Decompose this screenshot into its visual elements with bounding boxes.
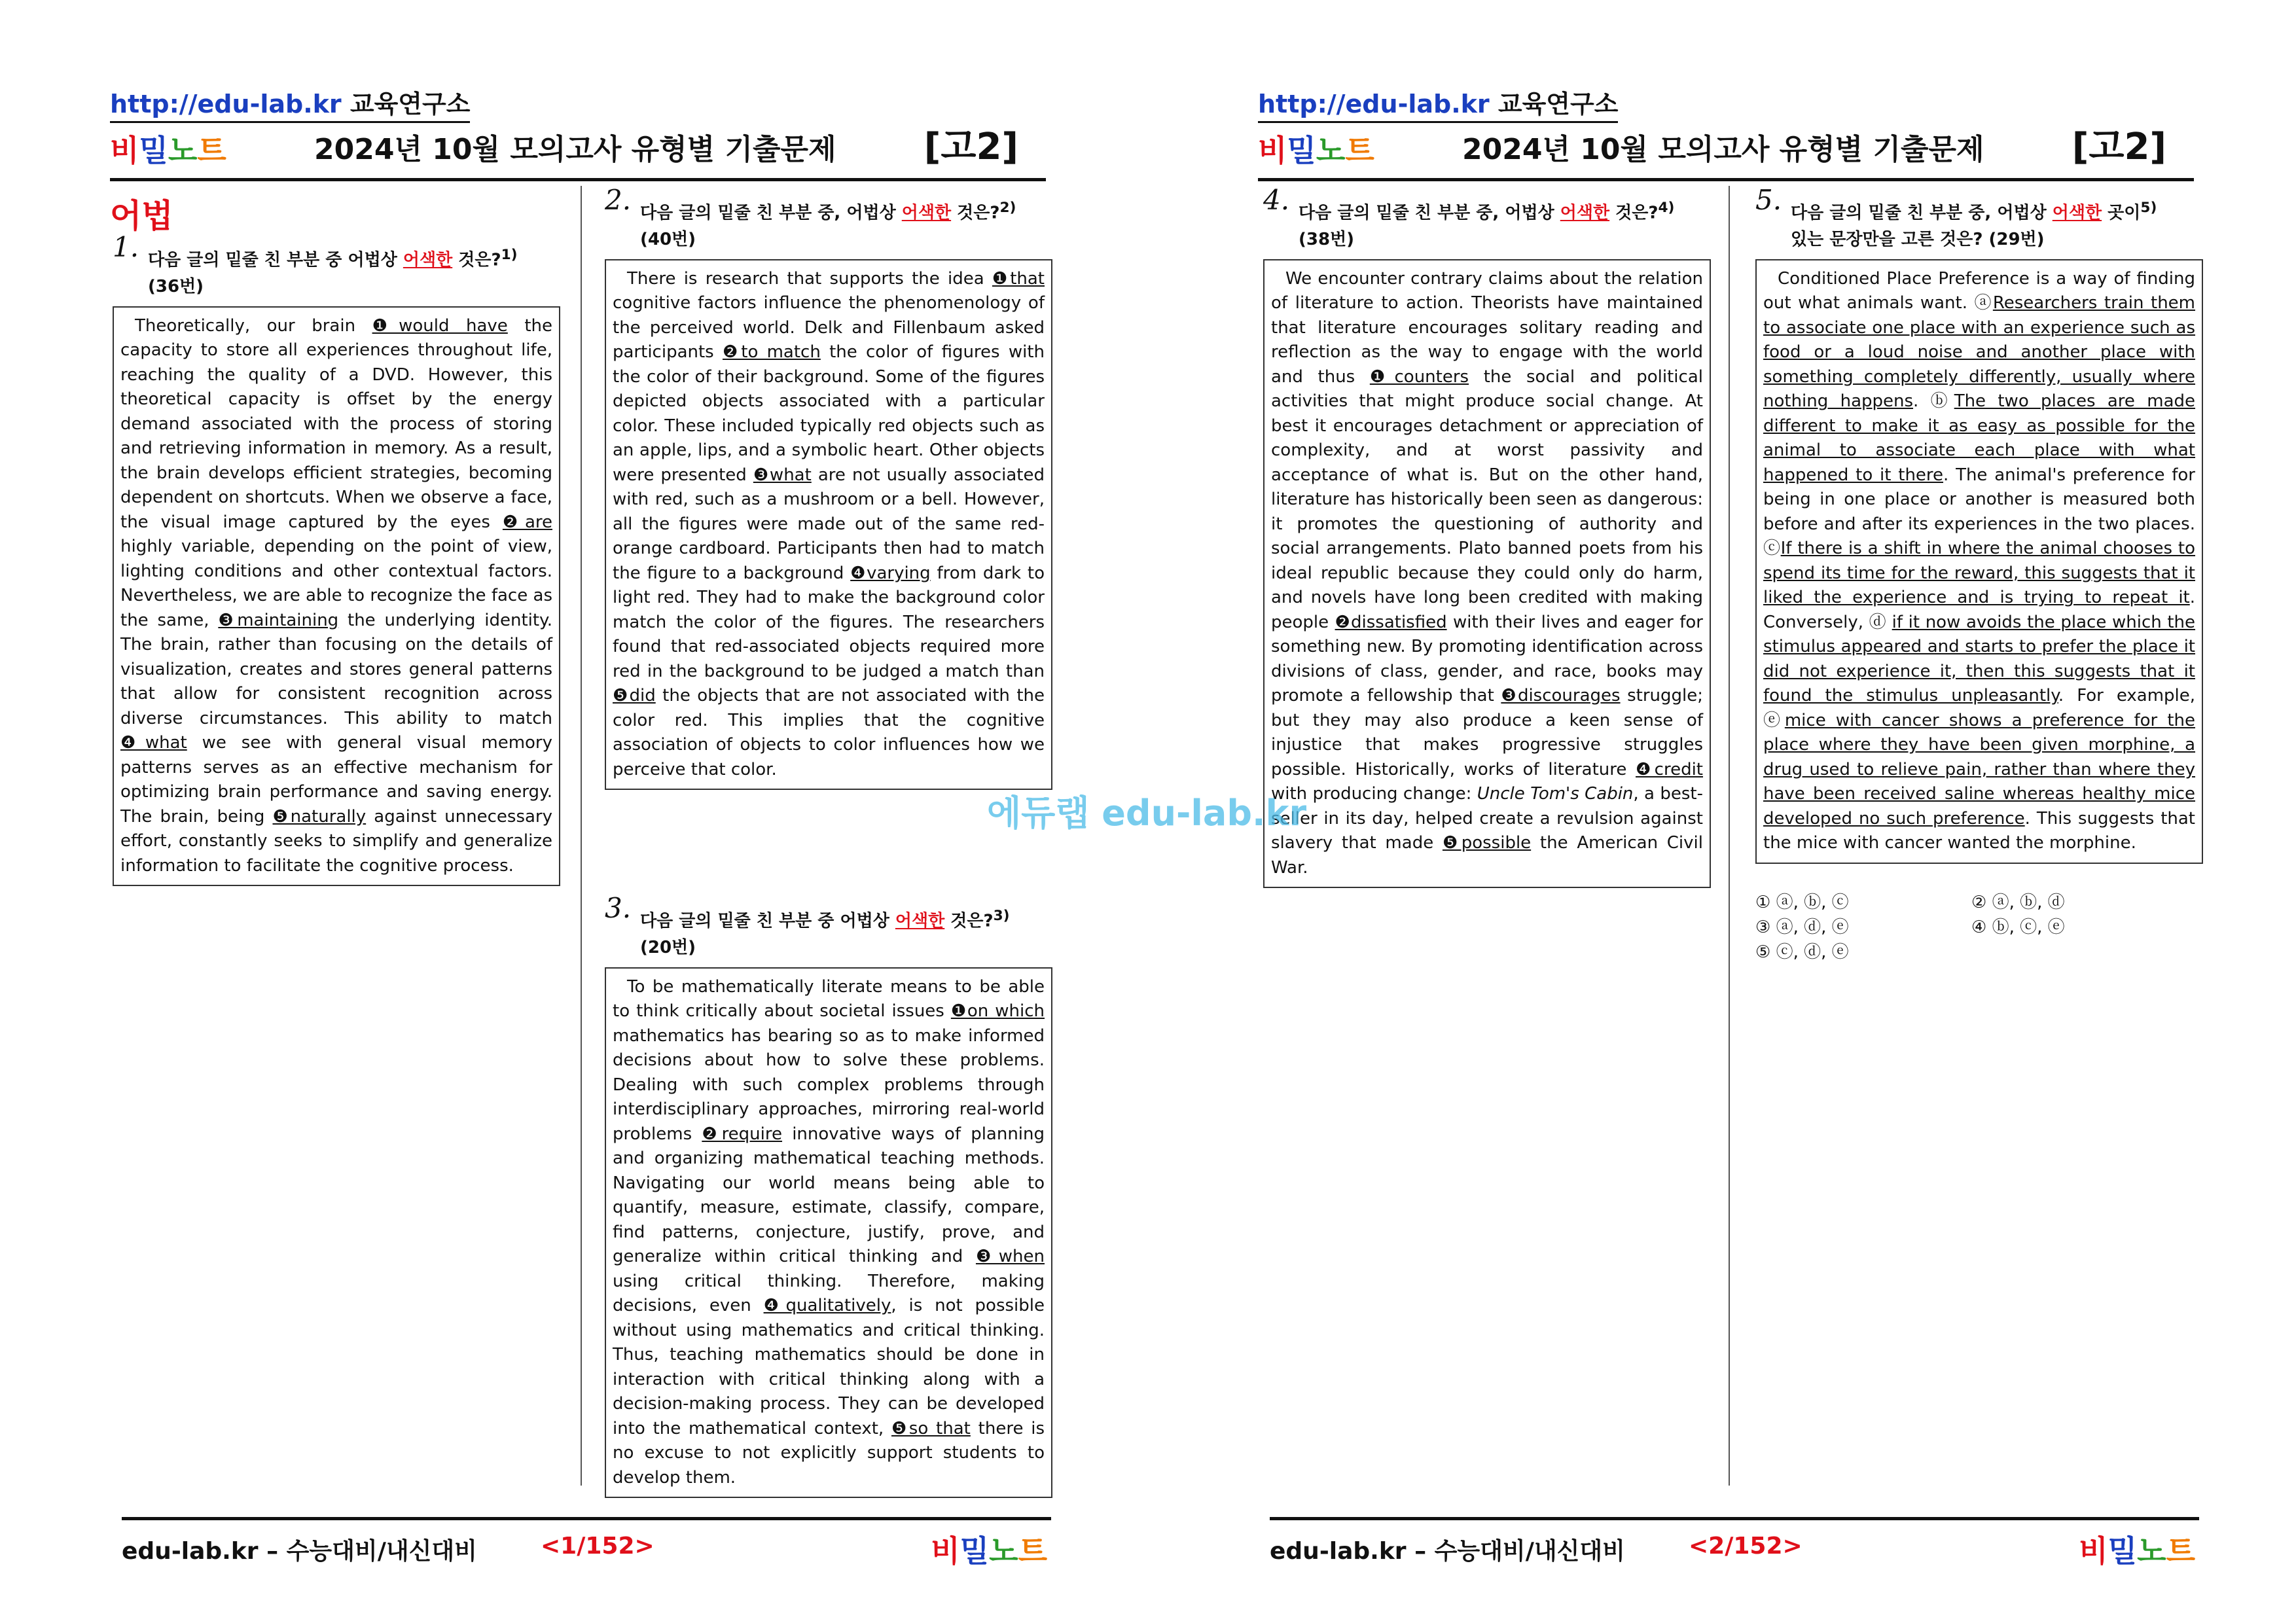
passage-segment: . For example, ⓔ: [1763, 686, 2196, 730]
passage-segment: with their lives and eager for something new. By promoting identification across divisions of class, gender, and race, books may promote a fellowship that: [1271, 612, 1703, 706]
passage-text: [613, 267, 1045, 783]
answer-choice[interactable]: ② ⓐ, ⓑ, ⓓ: [1971, 892, 2065, 912]
passage-text: [613, 975, 1045, 1491]
passage-segment: the American Civil War.: [1271, 833, 1703, 878]
passage-segment: innovative ways of planning and organizing mathematical teaching methods. Navigating our world means being able to quantify, measure, estimate, classify, compare, find patterns, conjecture, justify, prove, and generalize within critical thinking and: [613, 1124, 1045, 1267]
underlined-option: ❸maintaining: [218, 610, 339, 630]
footer-brand: 비밀노트: [931, 1533, 1047, 1569]
question-prompt: 1. 다음 글의 밑줄 친 부분 중 어법상 어색한 것은?$^{1)}$ (36번): [113, 242, 560, 300]
question-2: [605, 184, 1052, 790]
underlined-option: Researchers train them to associate one place with an experience such as food or a loud noise and another place with something completely differently, usually where nothing happens: [1763, 293, 2195, 412]
underlined-option: mice with cancer shows a preference for the place where they have been given morphine, a drug used to relieve pain, rather than where they have been received saline whereas healthy mice developed no such preference: [1763, 710, 2195, 829]
header-url[interactable]: http://edu-lab.kr: [1258, 90, 1490, 118]
question-source: (40번): [640, 229, 696, 249]
passage-segment: struggle; but they may also produce a keen sense of injustice that makes progressive struggles possible. Historically, works of literature: [1271, 686, 1703, 779]
passage-segment: using critical thinking. Therefore, making decisions, even: [613, 1271, 1045, 1316]
underlined-option: ❸what: [753, 465, 812, 485]
passage-segment: We encounter contrary claims about the relation of literature to action. Theorists have maintained that literature encourages solitary reading and reflection as the way to engage with the world and thus: [1271, 268, 1703, 387]
underlined-option: The two places are made different to make it as easy as possible for the animal to associate each place with what happened to it there: [1763, 391, 2196, 485]
passage-segment: , a best-seller in its day, helped create a revulsion against slavery that made: [1271, 784, 1703, 853]
page-2: [1148, 0, 2296, 1623]
answer-choices: [1755, 890, 2203, 965]
header-institute: 교육연구소: [1498, 90, 1619, 118]
underlined-option: if it now avoids the place which the stimulus appeared and starts to prefer the place it did not experience it, then this suggests that it found the stimulus unpleasantly: [1763, 612, 2196, 706]
footnote-mark: 2): [999, 200, 1016, 216]
question-source: (29번): [1988, 229, 2045, 249]
question-number: 2.: [605, 184, 632, 216]
underlined-option: ❹varying: [850, 563, 931, 583]
passage-segment: the capacity to store all experiences throughout life, reaching the quality of a DVD. However, this theoretical capacity is offset by the energy demand associated with the process of storing and retrieving information in memory. As a result, the brain develops efficient strategies, becoming dependent on shortcuts. When we observe a face, the visual image captured by the eyes: [120, 315, 552, 532]
underlined-option: ❷are: [502, 512, 552, 532]
passage-box: [113, 306, 560, 887]
footer-divider: [1270, 1517, 2199, 1520]
passage-segment: There is research that supports the idea: [627, 268, 992, 289]
header-link[interactable]: [1258, 84, 1618, 123]
question-3: [605, 892, 1052, 1498]
passage-text: [120, 314, 552, 879]
passage-segment: . Conversely, ⓓ: [1763, 588, 2195, 632]
underlined-option: ❺naturally: [272, 806, 367, 827]
passage-segment: highly variable, depending on the point of view, lighting conditions and other contextual factors. Nevertheless, we are able to recognize the face as the same,: [120, 537, 552, 630]
underlined-option: ❺possible: [1442, 833, 1532, 853]
passage-text: [1271, 267, 1703, 881]
question-source: (36번): [148, 276, 204, 296]
passage-segment: against unnecessary effort, constantly seeks to simplify and generalize information to facilitate the cognitive process.: [120, 806, 552, 876]
footnote-mark: 1): [501, 247, 518, 263]
passage-segment: Theoretically, our brain: [135, 315, 372, 336]
question-number: 4.: [1263, 184, 1290, 216]
passage-segment: , is not possible without using mathematics and critical thinking. Thus, teaching mathematics should be done in interaction with critical thinking along with a decision-making process. They can be developed into the mathematical context,: [613, 1296, 1045, 1438]
underlined-option: ❸discourages: [1501, 686, 1621, 706]
footer-page-number: <2/152>: [1689, 1533, 1803, 1560]
underlined-option: ❶on which: [950, 1001, 1045, 1022]
passage-segment: the social and political activities that might produce social change. At best it encourages detachment or appreciation of complexity, and at worst passivity and acceptance of what is. But on the other hand, literature has historically been seen as dangerous: it promotes the questioning of authority and social arrangements. Plato banned poets from his ideal republic because they could only do harm, and novels have long been credited with making people: [1271, 366, 1703, 632]
emphasis-word: 어색한: [901, 203, 952, 223]
header-row: [110, 123, 1034, 173]
question-prompt: 3. 다음 글의 밑줄 친 부분 중 어법상 어색한 것은?$^{3)}$ (20번): [605, 903, 1052, 961]
underlined-option: ❶that: [992, 268, 1045, 289]
passage-box: [605, 967, 1052, 1499]
header-divider: [1258, 178, 2194, 181]
underlined-option: If there is a shift in where the animal chooses to spend its time for the reward, this suggests that it liked the experience and is trying to repeat it: [1763, 539, 2195, 608]
header-grade: [고2]: [924, 126, 1018, 168]
header-grade: [고2]: [2072, 126, 2166, 168]
question-prompt: 4. 다음 글의 밑줄 친 부분 중, 어법상 어색한 것은?$^{4)}$ (38번): [1263, 195, 1711, 253]
underlined-option: ❺so that: [891, 1418, 971, 1438]
question-number: 3.: [605, 892, 632, 924]
passage-box: [1263, 259, 1711, 889]
answer-choice[interactable]: ④ ⓑ, ⓒ, ⓔ: [1971, 917, 2065, 937]
question-number: 5.: [1755, 184, 1782, 216]
passage-segment: from dark to light red. They had to make the background color match the color of the figures. The researchers found that red-associated objects required more red in the background to be judged a match than: [613, 563, 1045, 681]
footer-divider: [122, 1517, 1051, 1520]
passage-segment: we see with general visual memory patterns serves as an effective mechanism for optimizing brain performance and saving energy. The brain, being: [120, 733, 553, 827]
header-divider: [110, 178, 1046, 181]
section-title: 어법: [110, 197, 173, 235]
question-prompt: 5. 다음 글의 밑줄 친 부분 중, 어법상 어색한 곳이$^{5)}$ 있는 문장만을 고른 것은? (29번): [1755, 184, 2157, 249]
underlined-option: ❷require: [702, 1124, 783, 1144]
footer-page-number: <1/152>: [541, 1533, 655, 1560]
answer-choice[interactable]: ③ ⓐ, ⓓ, ⓔ: [1755, 917, 1849, 937]
brand-logo: 비밀노트: [110, 133, 226, 168]
passage-segment: there is no excuse to not explicitly support students to develop them.: [613, 1418, 1045, 1488]
passage-box: [1755, 259, 2203, 864]
question-prompt: 2. 다음 글의 밑줄 친 부분 중, 어법상 어색한 것은?$^{2)}$ (40번): [605, 195, 1052, 253]
passage-segment: Conditioned Place Preference is a way of finding out what animals want. ⓐ: [1763, 268, 2195, 313]
question-number: 1.: [113, 231, 139, 263]
answer-choice[interactable]: ① ⓐ, ⓑ, ⓒ: [1755, 892, 1849, 912]
column-divider: [1729, 186, 1730, 1486]
header-link[interactable]: [110, 84, 470, 123]
passage-segment: are not usually associated with red, such as a mushroom or a bell. However, all the figures were made out of the same red-orange cardboard. Participants then had to match the figure to a background: [613, 465, 1045, 583]
footer-brand: 비밀노트: [2079, 1533, 2195, 1569]
passage-segment: the underlying identity. The brain, rather than focusing on the details of visualization, creates and stores general patterns that allow for consistent recognition across diverse circumstances. This ability to match: [120, 610, 553, 728]
header-url[interactable]: http://edu-lab.kr: [110, 90, 342, 118]
emphasis-word: 어색한: [895, 911, 945, 931]
header-institute: 교육연구소: [350, 90, 471, 118]
emphasis-word: 어색한: [1560, 203, 1610, 223]
underlined-option: ❶would have: [372, 315, 508, 336]
passage-box: [605, 259, 1052, 791]
question-source: (20번): [640, 937, 696, 957]
passage-text: [1763, 267, 2195, 856]
underlined-option: ❹qualitatively: [763, 1296, 891, 1316]
underlined-option: ❺did: [613, 686, 656, 706]
passage-segment: Uncle Tom's Cabin: [1477, 784, 1634, 804]
emphasis-word: 어색한: [403, 250, 453, 270]
underlined-option: ❹what: [120, 733, 187, 753]
brand-logo: 비밀노트: [1258, 133, 1374, 168]
passage-segment: . This suggests that the mice with cancer wanted the morphine.: [1763, 808, 2195, 853]
footnote-mark: 5): [2140, 200, 2157, 216]
underlined-option: ❷to match: [722, 342, 821, 363]
header-title: 2024년 10월 모의고사 유형별 기출문제: [314, 133, 836, 166]
passage-segment: with producing change:: [1271, 784, 1477, 804]
underlined-option: ❷dissatisfied: [1335, 612, 1447, 632]
passage-segment: mathematics has bearing so as to make informed decisions about how to solve these problems. Dealing with such complex problems through interdisciplinary approaches, mirroring real-world problems: [613, 1026, 1045, 1144]
answer-choice[interactable]: ⑤ ⓒ, ⓓ, ⓔ: [1755, 942, 1849, 962]
header-title: 2024년 10월 모의고사 유형별 기출문제: [1462, 133, 1984, 166]
question-5: [1755, 184, 2203, 965]
emphasis-word: 어색한: [2052, 203, 2102, 223]
question-4: [1263, 184, 1711, 888]
passage-segment: To be mathematically literate means to be able to think critically about societal issues: [613, 976, 1045, 1022]
footer-site: edu-lab.kr – 수능대비/내신대비: [122, 1538, 477, 1565]
underlined-option: ❹credit: [1636, 759, 1704, 779]
passage-segment: cognitive factors influence the phenomenology of the perceived world. Delk and Fillenbaum asked participants: [613, 293, 1045, 363]
footnote-mark: 3): [993, 908, 1010, 924]
question-source: (38번): [1299, 229, 1355, 249]
question-1: [113, 231, 560, 886]
footnote-mark: 4): [1658, 200, 1675, 216]
underlined-option: ❸when: [975, 1247, 1045, 1267]
passage-segment: . The animal's preference for being in one place or another is measured both before and after its experiences in the two places. ⓒ: [1763, 465, 2195, 559]
underlined-option: ❶counters: [1369, 366, 1469, 387]
footer-site: edu-lab.kr – 수능대비/내신대비: [1270, 1538, 1625, 1565]
column-divider: [581, 186, 582, 1486]
passage-segment: . ⓑ: [1913, 391, 1954, 412]
watermark: 에듀랩 edu-lab.kr: [987, 793, 1307, 834]
passage-segment: the color of figures with the color of their background. Some of the figures depicted objects associated with a particular color. These included typically red objects such as an apple, lips, and a symbolic heart. Other objects were presented: [613, 342, 1045, 485]
passage-segment: the objects that are not associated with the color red. This implies that the cognitive association of objects to color influences how we perceive that color.: [613, 686, 1045, 779]
header-row: [1258, 123, 2182, 173]
